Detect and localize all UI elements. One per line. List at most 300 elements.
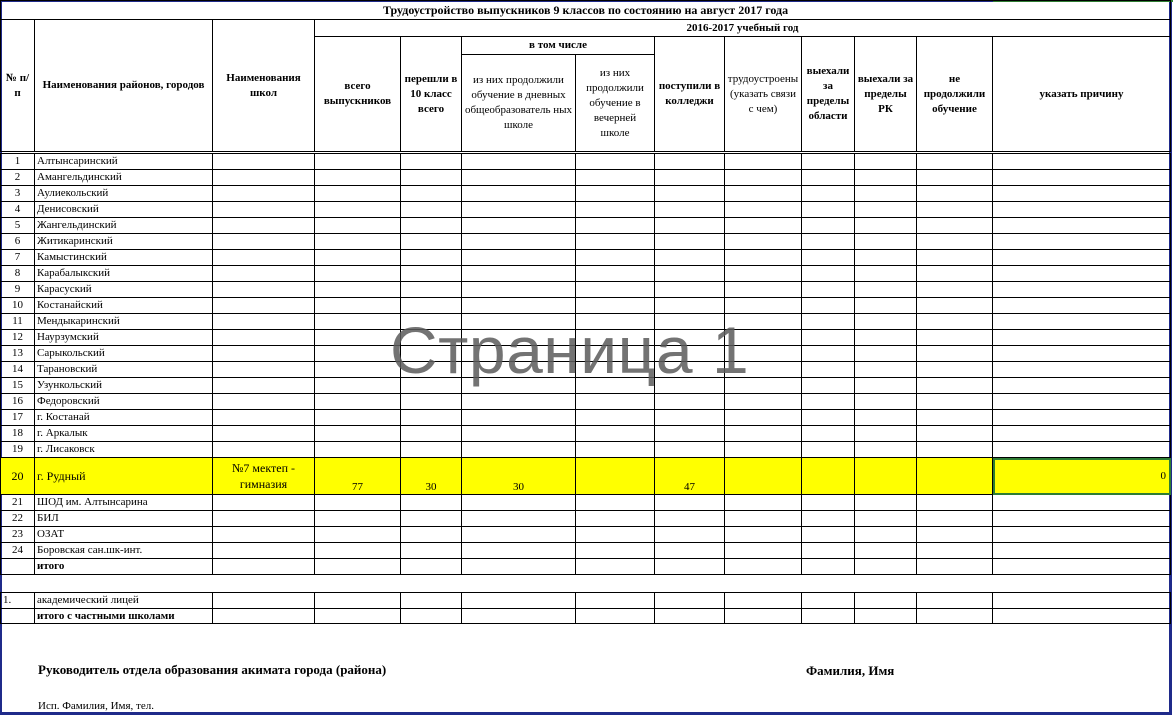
private-school-row[interactable] <box>1 593 1171 609</box>
college-value[interactable]: 47 <box>655 458 725 495</box>
header-day-school[interactable]: из них продолжили обучение в дневных общеобразователь ных школе <box>462 55 576 152</box>
data-cell[interactable] <box>315 234 401 250</box>
data-cell[interactable] <box>917 202 993 218</box>
data-cell[interactable] <box>917 330 993 346</box>
data-cell[interactable] <box>401 170 462 186</box>
data-cell[interactable] <box>802 298 855 314</box>
data-cell[interactable] <box>855 154 917 170</box>
data-cell[interactable] <box>917 426 993 442</box>
data-cell[interactable] <box>315 218 401 234</box>
data-cell[interactable] <box>315 362 401 378</box>
row-number[interactable]: 10 <box>1 298 35 314</box>
data-cell[interactable] <box>315 154 401 170</box>
table-row[interactable] <box>1 378 1171 394</box>
data-cell[interactable] <box>802 266 855 282</box>
table-row[interactable] <box>1 330 1171 346</box>
data-cell[interactable] <box>401 234 462 250</box>
data-cell[interactable] <box>576 218 655 234</box>
not-continued-value[interactable] <box>917 458 993 495</box>
data-cell[interactable] <box>462 234 576 250</box>
row-number[interactable]: 3 <box>1 186 35 202</box>
data-cell[interactable] <box>576 234 655 250</box>
data-cell[interactable] <box>213 218 315 234</box>
table-row[interactable] <box>1 527 1171 543</box>
data-cell[interactable] <box>725 426 802 442</box>
data-cell[interactable] <box>576 202 655 218</box>
data-cell[interactable] <box>576 527 655 543</box>
data-cell[interactable] <box>917 266 993 282</box>
data-cell[interactable] <box>855 378 917 394</box>
data-cell[interactable] <box>213 495 315 511</box>
data-cell[interactable] <box>462 186 576 202</box>
data-cell[interactable] <box>855 426 917 442</box>
data-cell[interactable] <box>655 442 725 458</box>
header-school[interactable]: Наименования школ <box>213 20 315 152</box>
data-cell[interactable] <box>576 394 655 410</box>
data-cell[interactable] <box>213 330 315 346</box>
data-cell[interactable] <box>917 234 993 250</box>
data-cell[interactable] <box>462 362 576 378</box>
data-cell[interactable] <box>802 527 855 543</box>
data-cell[interactable] <box>576 362 655 378</box>
row-number[interactable]: 23 <box>1 527 35 543</box>
data-cell[interactable] <box>802 234 855 250</box>
data-cell[interactable] <box>917 170 993 186</box>
data-cell[interactable] <box>802 394 855 410</box>
data-cell[interactable] <box>993 511 1171 527</box>
data-cell[interactable] <box>315 410 401 426</box>
row-number[interactable]: 15 <box>1 378 35 394</box>
data-cell[interactable] <box>917 495 993 511</box>
data-cell[interactable] <box>855 330 917 346</box>
data-cell[interactable] <box>213 170 315 186</box>
data-cell[interactable] <box>655 426 725 442</box>
data-cell[interactable] <box>213 511 315 527</box>
data-cell[interactable] <box>802 346 855 362</box>
data-cell[interactable] <box>576 170 655 186</box>
left-region-value[interactable] <box>802 458 855 495</box>
data-cell[interactable] <box>917 511 993 527</box>
data-cell[interactable] <box>462 527 576 543</box>
district-name[interactable]: Узункольский <box>35 378 213 394</box>
data-cell[interactable] <box>576 442 655 458</box>
data-cell[interactable] <box>993 314 1171 330</box>
data-cell[interactable] <box>462 378 576 394</box>
data-cell[interactable] <box>855 410 917 426</box>
total-private-row[interactable] <box>1 609 1171 624</box>
data-cell[interactable] <box>855 186 917 202</box>
data-cell[interactable] <box>917 282 993 298</box>
data-cell[interactable] <box>993 154 1171 170</box>
data-cell[interactable] <box>462 543 576 559</box>
data-cell[interactable] <box>213 266 315 282</box>
table-row[interactable] <box>1 234 1171 250</box>
data-cell[interactable] <box>725 234 802 250</box>
district-name[interactable]: Карабалыкский <box>35 266 213 282</box>
data-cell[interactable] <box>725 378 802 394</box>
data-cell[interactable] <box>993 426 1171 442</box>
row-number[interactable]: 4 <box>1 202 35 218</box>
data-cell[interactable] <box>725 330 802 346</box>
data-cell[interactable] <box>462 330 576 346</box>
data-cell[interactable] <box>993 362 1171 378</box>
row-number[interactable]: 17 <box>1 410 35 426</box>
data-cell[interactable] <box>917 186 993 202</box>
data-cell[interactable] <box>576 250 655 266</box>
data-cell[interactable] <box>401 442 462 458</box>
data-cell[interactable] <box>401 202 462 218</box>
data-cell[interactable] <box>802 426 855 442</box>
data-cell[interactable] <box>655 154 725 170</box>
header-evening-school[interactable]: из них продолжили обучение в вечерней школе <box>576 55 655 152</box>
footer-executor[interactable]: Исп. Фамилия, Имя, тел. <box>38 700 154 712</box>
data-cell[interactable] <box>802 362 855 378</box>
district-name[interactable]: Боровская сан.шк-инт. <box>35 543 213 559</box>
header-to10[interactable]: перешли в 10 класс всего <box>401 37 462 152</box>
district-name[interactable]: ШОД им. Алтынсарина <box>35 495 213 511</box>
data-cell[interactable] <box>993 410 1171 426</box>
data-cell[interactable] <box>917 378 993 394</box>
data-cell[interactable] <box>401 362 462 378</box>
data-cell[interactable] <box>401 543 462 559</box>
data-cell[interactable] <box>315 495 401 511</box>
data-cell[interactable] <box>802 170 855 186</box>
table-row[interactable] <box>1 170 1171 186</box>
data-cell[interactable] <box>802 250 855 266</box>
district-name[interactable]: Житикаринский <box>35 234 213 250</box>
data-cell[interactable] <box>315 170 401 186</box>
data-cell[interactable] <box>213 234 315 250</box>
data-cell[interactable] <box>725 495 802 511</box>
data-cell[interactable] <box>315 346 401 362</box>
header-reason[interactable]: указать причину <box>993 37 1171 152</box>
data-cell[interactable] <box>401 394 462 410</box>
data-cell[interactable] <box>855 543 917 559</box>
data-cell[interactable] <box>213 378 315 394</box>
data-cell[interactable] <box>462 250 576 266</box>
data-cell[interactable] <box>802 543 855 559</box>
data-cell[interactable] <box>576 330 655 346</box>
district-name[interactable]: академический лицей <box>35 593 213 609</box>
data-cell[interactable] <box>725 250 802 266</box>
data-cell[interactable] <box>655 250 725 266</box>
table-row[interactable] <box>1 186 1171 202</box>
data-cell[interactable] <box>462 202 576 218</box>
data-cell[interactable] <box>655 298 725 314</box>
data-cell[interactable] <box>213 346 315 362</box>
data-cell[interactable] <box>401 426 462 442</box>
data-cell[interactable] <box>576 314 655 330</box>
data-cell[interactable] <box>802 202 855 218</box>
data-cell[interactable] <box>725 410 802 426</box>
data-cell[interactable] <box>576 186 655 202</box>
data-cell[interactable] <box>802 511 855 527</box>
data-cell[interactable] <box>802 410 855 426</box>
table-row[interactable] <box>1 282 1171 298</box>
data-cell[interactable] <box>855 266 917 282</box>
data-cell[interactable] <box>655 202 725 218</box>
data-cell[interactable] <box>213 394 315 410</box>
data-cell[interactable] <box>213 154 315 170</box>
row-number[interactable]: 14 <box>1 362 35 378</box>
data-cell[interactable] <box>917 410 993 426</box>
data-cell[interactable] <box>917 362 993 378</box>
data-cell[interactable] <box>576 378 655 394</box>
data-cell[interactable] <box>855 250 917 266</box>
data-cell[interactable] <box>213 250 315 266</box>
data-cell[interactable] <box>855 527 917 543</box>
data-cell[interactable] <box>802 282 855 298</box>
data-cell[interactable] <box>725 346 802 362</box>
employed-value[interactable] <box>725 458 802 495</box>
table-row[interactable] <box>1 266 1171 282</box>
data-cell[interactable] <box>401 330 462 346</box>
data-cell[interactable] <box>462 426 576 442</box>
total-value[interactable]: 77 <box>315 458 401 495</box>
data-cell[interactable] <box>725 170 802 186</box>
data-cell[interactable] <box>855 282 917 298</box>
data-cell[interactable] <box>401 314 462 330</box>
data-cell[interactable] <box>802 154 855 170</box>
data-cell[interactable] <box>213 186 315 202</box>
data-cell[interactable] <box>725 394 802 410</box>
data-cell[interactable] <box>725 218 802 234</box>
data-cell[interactable] <box>855 314 917 330</box>
header-year[interactable]: 2016-2017 учебный год <box>315 20 1171 37</box>
data-cell[interactable] <box>401 511 462 527</box>
data-cell[interactable] <box>655 346 725 362</box>
data-cell[interactable] <box>655 362 725 378</box>
data-cell[interactable] <box>993 282 1171 298</box>
data-cell[interactable] <box>655 394 725 410</box>
row-number[interactable]: 20 <box>1 458 35 495</box>
data-cell[interactable] <box>725 202 802 218</box>
header-including[interactable]: в том числе <box>462 37 655 55</box>
data-cell[interactable] <box>802 186 855 202</box>
data-cell[interactable] <box>401 410 462 426</box>
row-number[interactable]: 6 <box>1 234 35 250</box>
data-cell[interactable] <box>855 362 917 378</box>
data-cell[interactable] <box>315 442 401 458</box>
footer-head-name[interactable]: Фамилия, Имя <box>806 663 895 678</box>
data-cell[interactable] <box>576 410 655 426</box>
data-cell[interactable] <box>315 266 401 282</box>
data-cell[interactable] <box>213 202 315 218</box>
data-cell[interactable] <box>917 298 993 314</box>
data-cell[interactable] <box>993 378 1171 394</box>
row-number[interactable]: 2 <box>1 170 35 186</box>
table-row[interactable] <box>1 511 1171 527</box>
data-cell[interactable] <box>401 266 462 282</box>
data-cell[interactable] <box>462 442 576 458</box>
data-cell[interactable] <box>401 250 462 266</box>
district-name[interactable]: Сарыкольский <box>35 346 213 362</box>
header-not-continued[interactable]: не продолжили обучение <box>917 37 993 152</box>
data-cell[interactable] <box>462 346 576 362</box>
data-cell[interactable] <box>917 314 993 330</box>
footer-head-title[interactable]: Руководитель отдела образования акимата города (района) <box>38 662 387 677</box>
data-cell[interactable] <box>855 218 917 234</box>
data-cell[interactable] <box>655 410 725 426</box>
header-college[interactable]: поступили в колледжи <box>655 37 725 152</box>
data-cell[interactable] <box>993 346 1171 362</box>
data-cell[interactable] <box>315 426 401 442</box>
data-cell[interactable] <box>315 186 401 202</box>
district-name[interactable]: БИЛ <box>35 511 213 527</box>
row-number[interactable]: 24 <box>1 543 35 559</box>
data-cell[interactable] <box>315 314 401 330</box>
data-cell[interactable] <box>993 218 1171 234</box>
data-cell[interactable] <box>576 543 655 559</box>
data-cell[interactable] <box>993 202 1171 218</box>
table-row[interactable] <box>1 218 1171 234</box>
table-row[interactable] <box>1 442 1171 458</box>
header-employed[interactable]: трудоустроены (указать связи с чем) <box>725 37 802 152</box>
district-name[interactable]: Амангельдинский <box>35 170 213 186</box>
data-cell[interactable] <box>655 170 725 186</box>
data-cell[interactable] <box>655 511 725 527</box>
data-cell[interactable] <box>993 186 1171 202</box>
district-name[interactable]: Федоровский <box>35 394 213 410</box>
total-row[interactable] <box>1 559 1171 575</box>
header-left-region[interactable]: выехали за пределы области <box>802 37 855 152</box>
data-cell[interactable] <box>855 511 917 527</box>
data-cell[interactable] <box>315 378 401 394</box>
row-number[interactable]: 1. <box>1 593 35 609</box>
data-cell[interactable] <box>993 495 1171 511</box>
data-cell[interactable] <box>213 527 315 543</box>
data-cell[interactable] <box>401 186 462 202</box>
data-cell[interactable] <box>462 266 576 282</box>
evening-school-value[interactable] <box>576 458 655 495</box>
data-cell[interactable] <box>401 154 462 170</box>
data-cell[interactable] <box>725 442 802 458</box>
data-cell[interactable] <box>655 186 725 202</box>
data-cell[interactable] <box>401 298 462 314</box>
total-label[interactable]: итого <box>35 559 213 575</box>
data-cell[interactable] <box>725 186 802 202</box>
data-cell[interactable] <box>213 298 315 314</box>
district-name[interactable]: Камыстинский <box>35 250 213 266</box>
table-row-highlighted[interactable] <box>1 458 1171 495</box>
data-cell[interactable] <box>401 218 462 234</box>
district-name[interactable]: Тарановский <box>35 362 213 378</box>
data-cell[interactable] <box>213 282 315 298</box>
data-cell[interactable] <box>576 495 655 511</box>
data-cell[interactable] <box>213 426 315 442</box>
header-district[interactable]: Наименования районов, городов <box>35 20 213 152</box>
data-cell[interactable] <box>401 346 462 362</box>
data-cell[interactable] <box>993 543 1171 559</box>
data-cell[interactable] <box>725 362 802 378</box>
table-row[interactable] <box>1 202 1171 218</box>
data-cell[interactable] <box>655 527 725 543</box>
row-number[interactable]: 12 <box>1 330 35 346</box>
data-cell[interactable] <box>462 394 576 410</box>
data-cell[interactable] <box>655 314 725 330</box>
data-cell[interactable] <box>462 282 576 298</box>
table-row[interactable] <box>1 154 1171 170</box>
data-cell[interactable] <box>655 330 725 346</box>
district-name[interactable]: г. Рудный <box>35 458 213 495</box>
data-cell[interactable] <box>725 314 802 330</box>
data-cell[interactable] <box>462 314 576 330</box>
data-cell[interactable] <box>462 511 576 527</box>
district-name[interactable]: Аулиекольский <box>35 186 213 202</box>
data-cell[interactable] <box>315 527 401 543</box>
data-cell[interactable] <box>993 442 1171 458</box>
table-row[interactable] <box>1 495 1171 511</box>
data-cell[interactable] <box>917 527 993 543</box>
data-cell[interactable] <box>655 543 725 559</box>
data-cell[interactable] <box>725 154 802 170</box>
data-cell[interactable] <box>855 442 917 458</box>
row-number[interactable]: 19 <box>1 442 35 458</box>
data-cell[interactable] <box>993 234 1171 250</box>
row-number[interactable]: 22 <box>1 511 35 527</box>
data-cell[interactable] <box>993 250 1171 266</box>
row-number[interactable]: 13 <box>1 346 35 362</box>
district-name[interactable]: Алтынсаринский <box>35 154 213 170</box>
data-cell[interactable] <box>462 218 576 234</box>
sheet-title[interactable]: Трудоустройство выпускников 9 классов по состоянию на август 2017 года <box>1 1 1171 20</box>
data-cell[interactable] <box>655 266 725 282</box>
row-number[interactable]: 16 <box>1 394 35 410</box>
data-cell[interactable] <box>855 170 917 186</box>
header-num[interactable]: № п/п <box>1 20 35 152</box>
data-cell[interactable] <box>855 346 917 362</box>
total-private-label[interactable]: итого с частными школами <box>35 609 213 624</box>
row-number[interactable]: 18 <box>1 426 35 442</box>
data-cell[interactable] <box>576 426 655 442</box>
data-cell[interactable] <box>993 170 1171 186</box>
data-cell[interactable] <box>917 442 993 458</box>
district-name[interactable]: Жангельдинский <box>35 218 213 234</box>
school-name[interactable]: №7 мектеп - гимназия <box>213 458 315 495</box>
district-name[interactable]: Мендыкаринский <box>35 314 213 330</box>
table-row[interactable] <box>1 250 1171 266</box>
data-cell[interactable] <box>993 394 1171 410</box>
table-row[interactable] <box>1 346 1171 362</box>
data-cell[interactable] <box>802 218 855 234</box>
table-row[interactable] <box>1 426 1171 442</box>
data-cell[interactable] <box>802 330 855 346</box>
data-cell[interactable] <box>917 218 993 234</box>
district-name[interactable]: Карасуский <box>35 282 213 298</box>
data-cell[interactable] <box>315 282 401 298</box>
left-rk-value[interactable] <box>855 458 917 495</box>
data-cell[interactable] <box>917 394 993 410</box>
data-cell[interactable] <box>993 266 1171 282</box>
district-name[interactable]: г. Лисаковск <box>35 442 213 458</box>
data-cell[interactable] <box>462 170 576 186</box>
data-cell[interactable] <box>855 298 917 314</box>
table-row[interactable] <box>1 410 1171 426</box>
district-name[interactable]: Костанайский <box>35 298 213 314</box>
data-cell[interactable] <box>576 298 655 314</box>
data-cell[interactable] <box>855 394 917 410</box>
header-total[interactable]: всего выпускников <box>315 37 401 152</box>
data-cell[interactable] <box>802 442 855 458</box>
data-cell[interactable] <box>855 234 917 250</box>
table-row[interactable] <box>1 314 1171 330</box>
data-cell[interactable] <box>917 154 993 170</box>
data-cell[interactable] <box>655 378 725 394</box>
data-cell[interactable] <box>655 218 725 234</box>
data-cell[interactable] <box>802 314 855 330</box>
data-cell[interactable] <box>462 495 576 511</box>
header-left-rk[interactable]: выехали за пределы РК <box>855 37 917 152</box>
